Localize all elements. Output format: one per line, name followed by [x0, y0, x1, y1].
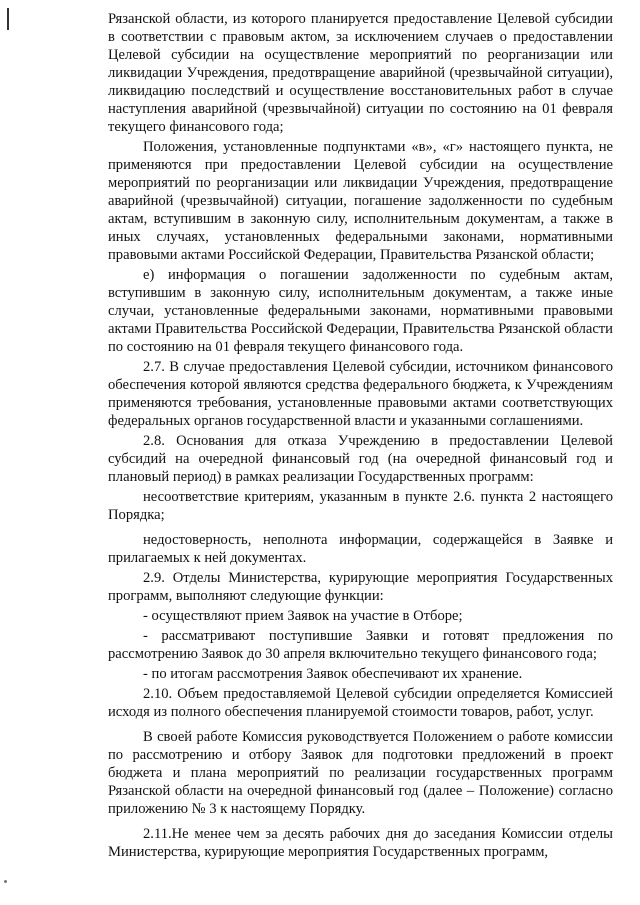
scan-margin-mark [7, 8, 9, 30]
paragraph-provisions: Положения, установленные подпунктами «в», «г» настоящего пункта, не применяются при предоставлении Целевой субсидии на осуществление мероприятий по реорганизации или ликвидации Учреждения, предотвращение аварийной (чрезвычайной) ситуации, погашение задолженности по судебным актам, вступившим в законную силу, исполнительным документам, а также в иных случаях, установленных федеральными законами, нормативными правовыми актами Российской Федерации, Правительства Рязанской области; [108, 139, 613, 263]
paragraph-item-e: е) информация о погашении задолженности по судебным актам, вступившим в законную силу, исполнительным документам, а также иные случаи, установленные федеральными законами, нормативными правовыми актами Правительства Российской Федерации, Правительства Рязанской области по состоянию на 01 февраля текущего финансового года. [108, 267, 613, 355]
paragraph-continuation: Рязанской области, из которого планируется предоставление Целевой субсидии в соответствии с правовым актом, за исключением случаев о предоставлении Целевой субсидии на осуществление мероприятий по реорганизации или ликвидации Учреждения, предотвращение аварийной (чрезвычайной ситуации), ликвидацию последствий и осуществление восстановительных работ в случае наступления аварийной (чрезвычайной) ситуации по состоянию на 01 февраля текущего финансового года; [108, 11, 613, 135]
paragraph-2-8-inaccuracy: недостоверность, неполнота информации, содержащейся в Заявке и прилагаемых к ней документах. [108, 532, 613, 566]
scan-dot-mark [4, 880, 7, 883]
paragraph-commission: В своей работе Комиссия руководствуется Положением о работе комиссии по рассмотрению и отбору Заявок для подготовки предложений в проект бюджета и плана мероприятий по реализации государственных программ Рязанской области на очередной финансовый год (далее – Положение) согласно приложению № 3 к настоящему Порядку. [108, 729, 613, 817]
paragraph-2-7: 2.7. В случае предоставления Целевой субсидии, источником финансового обеспечения которой являются средства федерального бюджета, к Учреждениям применяются требования, установленные правовыми актами соответствующих федеральных органов государственной власти и указанными соглашениями. [108, 359, 613, 429]
paragraph-2-8-criterion: несоответствие критериям, указанным в пункте 2.6. пункта 2 настоящего Порядка; [108, 489, 613, 523]
paragraph-2-11: 2.11.Не менее чем за десять рабочих дня до заседания Комиссии отделы Министерства, курирующие мероприятия Государственных программ, [108, 826, 613, 860]
paragraph-2-9-item-3: - по итогам рассмотрения Заявок обеспечивают их хранение. [143, 666, 523, 682]
paragraph-2-9-item-2: - рассматривают поступившие Заявки и готовят предложения по рассмотрению Заявок до 30 апреля включительно текущего финансового года; [108, 628, 613, 662]
paragraph-2-10: 2.10. Объем предоставляемой Целевой субсидии определяется Комиссией исходя из полного обеспечения планируемой стоимости товаров, работ, услуг. [108, 686, 613, 720]
paragraph-2-9: 2.9. Отделы Министерства, курирующие мероприятия Государственных программ, выполняют следующие функции: [108, 570, 613, 604]
paragraph-2-8: 2.8. Основания для отказа Учреждению в предоставлении Целевой субсидий на очередной финансовый год (на очередной финансовый год и плановый период) в рамках реализации Государственных программ: [108, 433, 613, 485]
paragraph-2-9-item-1: - осуществляют прием Заявок на участие в Отборе; [143, 608, 463, 624]
document-body [108, 10, 613, 863]
